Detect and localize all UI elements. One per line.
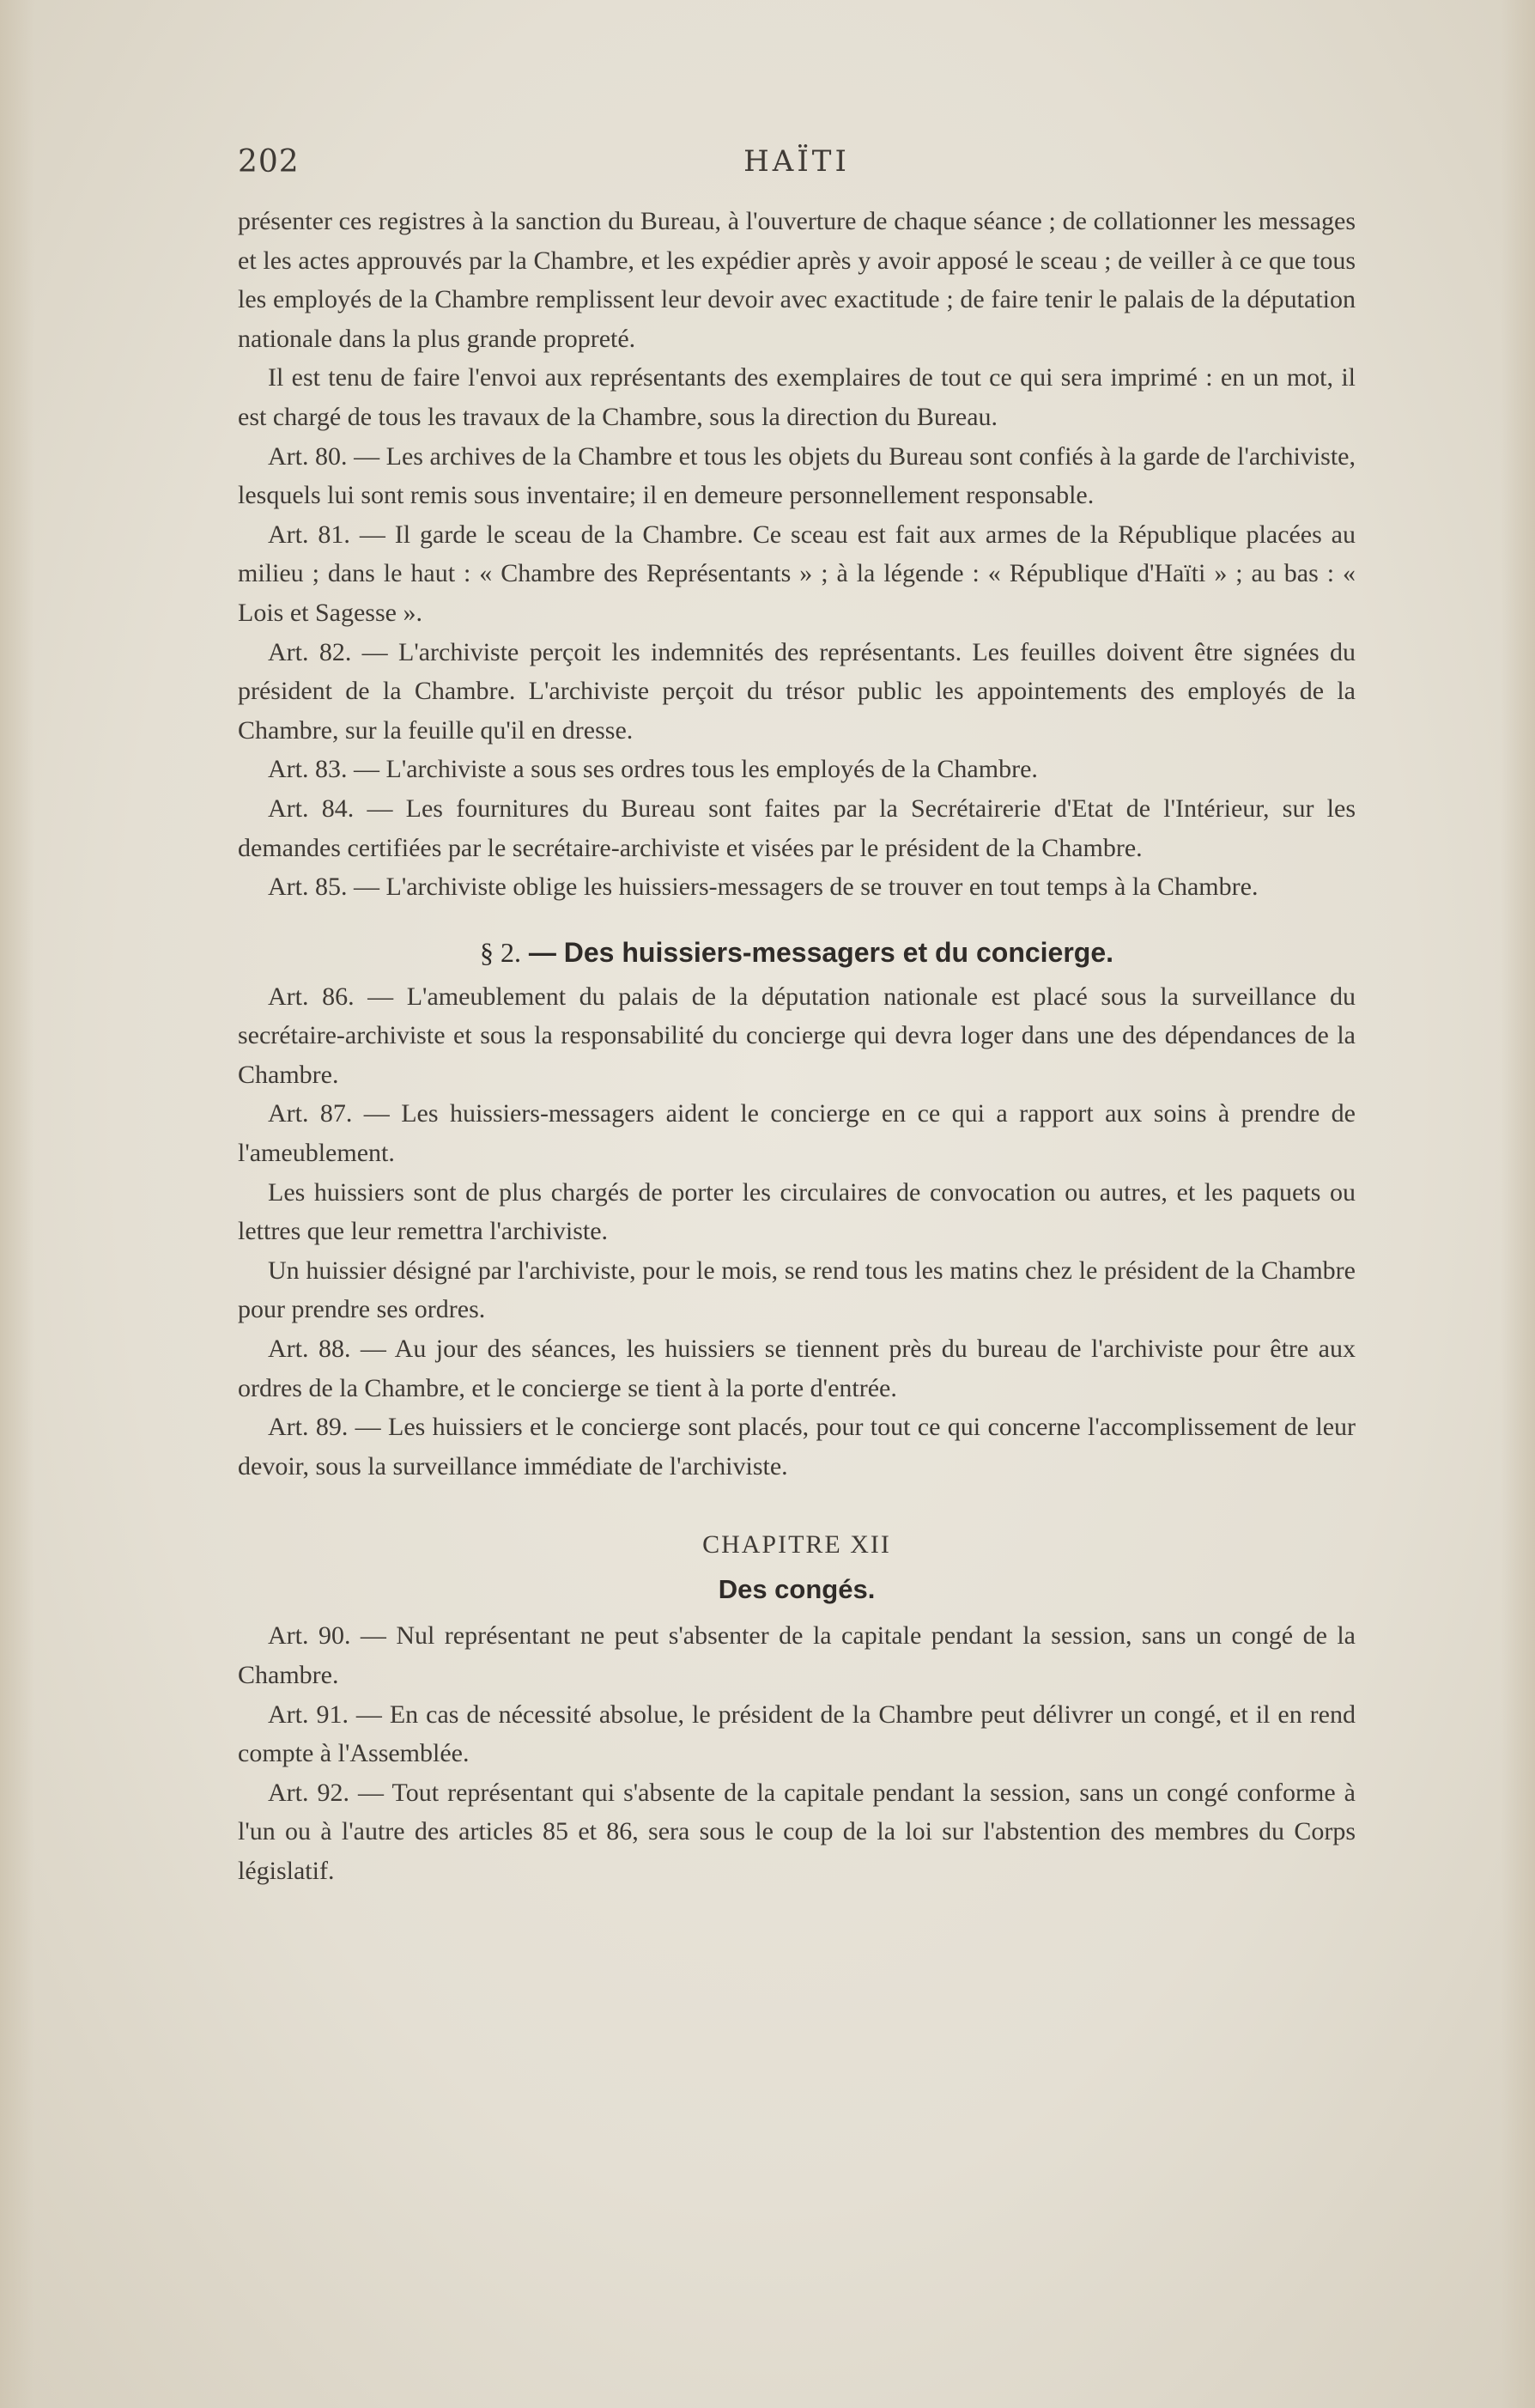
article-83: Art. 83. — L'archiviste a sous ses ordres tous les employés de la Chambre.: [268, 755, 1038, 784]
chapter-title: CHAPITRE XII: [702, 1530, 891, 1560]
article-86: Art. 86. — L'ameublement du palais de la députation nationale est placé sous la surveillance du secrétaire-archiviste et sous la responsabilité du concierge qui devra loger dans une des dépendances de la Chambre.: [238, 982, 1356, 1089]
article-82: Art. 82. — L'archiviste perçoit les indemnités des représentants. Les feuilles doivent être signées du président de la Chambre. L'archiviste perçoit du trésor public les appointements des employés de la Chambre, sur la feuille qu'il en dresse.: [238, 637, 1356, 745]
article-89: Art. 89. — Les huissiers et le concierge sont placés, pour tout ce qui concerne l'accomplissement de leur devoir, sous la surveillance immédiate de l'archiviste.: [238, 1413, 1356, 1481]
page-edge-shadow-left: [0, 0, 34, 2408]
paragraph: présenter ces registres à la sanction du Bureau, à l'ouverture de chaque séance ; de collationner les messages et les actes approuvés par la Chambre, et les expédier après y avoir apposé le sceau ; de veiller à ce que tous les employés de la Chambre remplissent leur devoir avec exactitude ; de faire tenir le palais de la députation nationale dans la plus grande propreté.: [238, 207, 1356, 353]
article-81: Art. 81. — Il garde le sceau de la Chambre. Ce sceau est fait aux armes de la République placées au milieu ; dans le haut : « Chambre des Représentants » ; à la légende : « République d'Haïti » ; au bas : « Lois et Sagesse ».: [238, 520, 1356, 627]
paragraph: Un huissier désigné par l'archiviste, pour le mois, se rend tous les matins chez le président de la Chambre pour prendre ses ordres.: [238, 1256, 1356, 1324]
page-header: [238, 144, 1356, 187]
page-edge-shadow-right: [1501, 0, 1535, 2408]
article-91: Art. 91. — En cas de nécessité absolue, le président de la Chambre peut délivrer un congé, et il en rend compte à l'Assemblée.: [238, 1700, 1356, 1768]
article-85: Art. 85. — L'archiviste oblige les huissiers-messagers de se trouver en tout temps à la Chambre.: [268, 873, 1259, 902]
article-80: Art. 80. — Les archives de la Chambre et tous les objets du Bureau sont confiés à la garde de l'archiviste, lesquels lui sont remis sous inventaire; il en demeure personnellement responsable.: [238, 441, 1356, 510]
section-title: — Des huissiers-messagers et du concierge.: [528, 936, 1114, 968]
page-body: [238, 202, 1356, 1891]
section-sign: § 2.: [479, 936, 521, 968]
page-number: 202: [238, 144, 300, 179]
article-88: Art. 88. — Au jour des séances, les huissiers se tiennent près du bureau de l'archiviste pour être aux ordres de la Chambre, et le concierge se tient à la porte d'entrée.: [238, 1335, 1356, 1402]
running-title: HAÏTI: [743, 144, 850, 179]
section-heading: [238, 931, 1356, 974]
paragraph: Il est tenu de faire l'envoi aux représentants des exemplaires de tout ce qui sera imprimé : en un mot, il est chargé de tous les travaux de la Chambre, sous la direction du Bureau.: [238, 363, 1356, 431]
paragraph: Les huissiers sont de plus chargés de porter les circulaires de convocation ou autres, et les paquets ou lettres que leur remettra l'archiviste.: [238, 1177, 1356, 1246]
article-92: Art. 92. — Tout représentant qui s'absente de la capitale pendant la session, sans un congé conforme à l'un ou à l'autre des articles 85 et 86, sera sous le coup de la loi sur l'abstention des membres du Corps législatif.: [238, 1778, 1356, 1885]
article-87: Art. 87. — Les huissiers-messagers aident le concierge en ce qui a rapport aux soins à prendre de l'ameublement.: [238, 1099, 1356, 1168]
article-84: Art. 84. — Les fournitures du Bureau sont faites par la Secrétairerie d'Etat de l'Intérieur, sur les demandes certifiées par le secrétaire-archiviste et visées par le président de la Chambre.: [238, 794, 1356, 862]
chapter-subtitle: Des congés.: [718, 1574, 876, 1605]
article-90: Art. 90. — Nul représentant ne peut s'absenter de la capitale pendant la session, sans un congé de la Chambre.: [238, 1621, 1356, 1689]
